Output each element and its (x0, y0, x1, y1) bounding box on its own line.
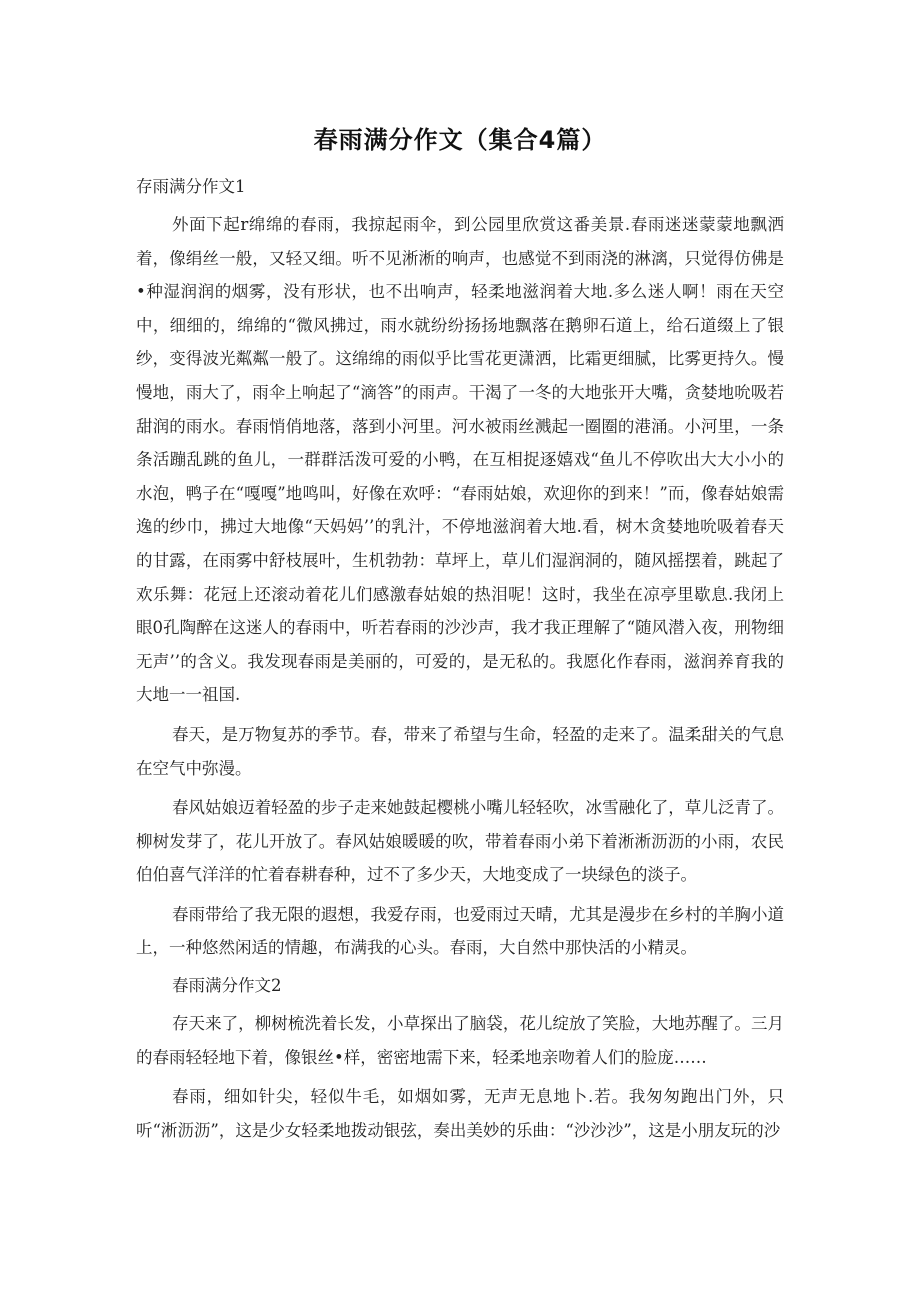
paragraph: 存天来了，柳树梳洗着长发，小草探出了脑袋，花儿绽放了笑脸，大地苏醒了。三月的春雨轻轻地下着，像银丝•样，密密地需下来，轻柔地亲吻着人们的脸庞…… (136, 1014, 784, 1067)
section-heading-2: 春雨满分作文2 (172, 976, 282, 996)
paragraph: 春风姑娘迈着轻盈的步子走来她鼓起樱桃小嘴儿轻轻吹，冰雪融化了，草儿泛青了。柳树发芽了，花儿开放了。春风姑娘暖暖的吹，带着春雨小弟下着淅淅沥沥的小雨，农民伯伯喜气洋洋的忙着春耕春种，过不了多少天，大地变成了一块绿色的淡子。 (136, 798, 784, 885)
paragraph: 春雨带给了我无限的遐想，我爱存雨，也爱雨过天晴，尤其是漫步在乡村的羊胸小道上，一种悠然闲适的情趣，布满我的心头。春雨，大自然中那快活的小精灵。 (136, 904, 784, 958)
paragraph: 外面下起r绵绵的春雨，我掠起雨伞，到公园里欣赏这番美景.春雨迷迷蒙蒙地飘洒着，像绢丝一般，又轻又细。听不见淅淅的响声，也感觉不到雨浇的淋漓，只觉得仿佛是•种湿润润的烟雾，没有形状，也不出响声，轻柔地滋润着大地.多么迷人啊！雨在天空中，细细的，绵绵的“微风拂过，雨水就纷纷扬扬地飘落在鹅卵石道上，给石道缀上了银纱，变得波光粼粼一般了。这绵绵的雨似乎比雪花更潇洒，比霜更细腻，比雾更持久。慢慢地，雨大了，雨伞上响起了“滴答”的雨声。干渴了一冬的大地张开大嘴，贪婪地吮吸若甜润的雨水。春雨悄俏地落，落到小河里。河水被雨丝溅起一圈圈的港涌。小河里，一条条活蹦乱跳的鱼儿，一群群活泼可爱的小鸭，在互相捉逐嬉戏“鱼儿不停吹出大大小小的水泡，鸭子在“嘎嘎”地鸣叫，好像在欢呼：“春雨姑娘，欢迎你的到来！”而，像春姑娘需逸的纱巾，拂过大地像“天妈妈’’的乳汁，不停地滋润着大地.看，树木贪婪地吮吸着春天的甘露，在雨雾中舒枝展叶，生机勃勃：草坪上，草儿们湿润洞的，随风摇摆着，跳起了欢乐舞：花冠上还滚动着花儿们感激春姑娘的热泪呢！这时，我坐在凉亭里歇息.我闭上眼0孔陶醉在这迷人的春雨中，听若春雨的沙沙声，我才我正理解了“随风潜入夜，刑物细无声’’的含义。我发现春雨是美丽的，可爱的，是无私的。我愿化作春雨，滋润养育我的大地一一祖国. (136, 215, 784, 705)
document-body (136, 172, 784, 1153)
paragraph: 春雨，细如针尖，轻似牛毛，如烟如雾，无声无息地卜.若。我匆匆跑出门外，只听“淅沥沥”，这是少女轻柔地拨动银弦，奏出美妙的乐曲：“沙沙沙”，这是小朋友玩的沙 (136, 1087, 784, 1140)
section-heading-1: 存雨满分作文1 (136, 177, 246, 196)
document-title: 春雨满分作文（集合4篇） (313, 126, 607, 154)
paragraph: 春天，是万物复苏的季节。春，带来了希望与生命，轻盈的走来了。温柔甜关的气息在空气中弥漫。 (136, 724, 784, 778)
